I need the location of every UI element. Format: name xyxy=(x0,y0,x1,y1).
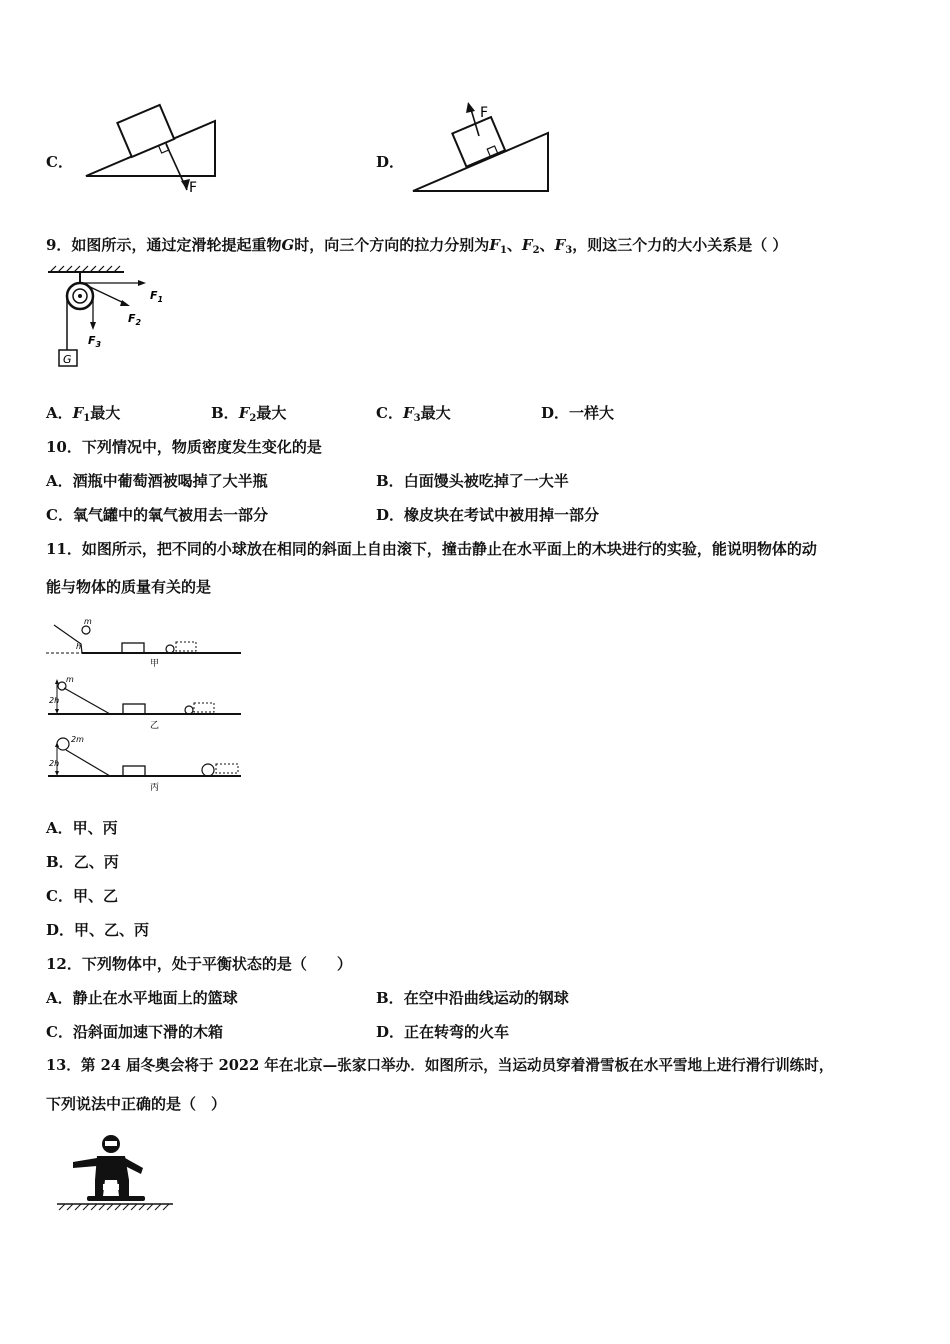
q8-option-c-figure xyxy=(80,105,230,200)
q9-option-c[interactable]: C．$F_3$最大 xyxy=(376,404,451,424)
q11-stem-line1: 11．如图所示，把不同的小球放在相同的斜面上自由滚下，撞击静止在水平面上的木块进行的实验，能说明物体的动 xyxy=(46,540,817,558)
svg-text:2h: 2h xyxy=(49,759,60,768)
svg-text:h: h xyxy=(76,642,82,651)
q12-option-c[interactable]: C．沿斜面加速下滑的木箱 xyxy=(46,1023,223,1041)
svg-text:m: m xyxy=(66,675,74,684)
q10-option-d[interactable]: D．橡皮块在考试中被用掉一部分 xyxy=(376,506,600,524)
q12-stem: 12．下列物体中，处于平衡状态的是（ ） xyxy=(46,955,352,973)
svg-text:F1: $F_1$ xyxy=(150,289,164,304)
q9-option-b[interactable]: B．$F_2$最大 xyxy=(211,404,287,424)
svg-text:m: m xyxy=(84,617,92,626)
q10-option-c[interactable]: C．氧气罐中的氧气被用去一部分 xyxy=(46,506,268,524)
svg-text:2h: 2h xyxy=(49,696,60,705)
svg-text:甲: 甲 xyxy=(150,659,160,669)
q11-experiment-figure xyxy=(46,616,246,796)
q13-snowboarder-figure xyxy=(55,1132,185,1214)
q11-option-c[interactable]: C．甲、乙 xyxy=(46,887,118,905)
q12-option-d[interactable]: D．正在转弯的火车 xyxy=(376,1023,510,1041)
q10-option-a[interactable]: A．酒瓶中葡萄酒被喝掉了大半瓶 xyxy=(46,472,268,490)
q10-stem: 10．下列情况中，物质密度发生变化的是 xyxy=(46,438,322,456)
q9-option-a[interactable]: A．$F_1$最大 xyxy=(46,404,121,424)
q11-option-d[interactable]: D．甲、乙、丙 xyxy=(46,921,150,939)
svg-text:F3: $F_3$ xyxy=(88,334,102,349)
q11-option-a[interactable]: A．甲、丙 xyxy=(46,819,118,837)
q12-option-b[interactable]: B．在空中沿曲线运动的钢球 xyxy=(376,989,569,1007)
q8-d-force-label: F xyxy=(480,105,489,121)
q10-option-b[interactable]: B．白面馒头被吃掉了一大半 xyxy=(376,472,569,490)
svg-text:F2: $F_2$ xyxy=(128,312,142,327)
svg-text:乙: 乙 xyxy=(150,721,160,731)
q9-option-d[interactable]: D．一样大 xyxy=(541,404,615,422)
svg-text:丙: 丙 xyxy=(150,783,160,793)
svg-text:2m: 2m xyxy=(71,735,84,744)
q11-option-b[interactable]: B．乙、丙 xyxy=(46,853,119,871)
q8-option-d-figure xyxy=(410,100,560,195)
q8-option-d-label: D． xyxy=(376,153,405,171)
q9-weight-label: G xyxy=(63,353,72,366)
q12-option-a[interactable]: A．静止在水平地面上的篮球 xyxy=(46,989,238,1007)
q8-option-c-label: C． xyxy=(46,153,73,171)
q8-c-force-label: F xyxy=(189,180,198,196)
q11-stem-line2: 能与物体的质量有关的是 xyxy=(46,578,212,596)
q13-stem-line2: 下列说法中正确的是（ ） xyxy=(46,1095,227,1113)
q13-stem-line1: 13．第 24 届冬奥会将于 2022 年在北京—张家口举办．如图所示，当运动员穿着滑雪板在水平雪地上进行滑行训练时， xyxy=(46,1057,834,1074)
q9-stem: 9．如图所示，通过定滑轮提起重物G时，向三个方向的拉力分别为$F_1$、$F_2$、$F_3$，则这三个力的大小关系是（ ） xyxy=(46,236,788,256)
q9-pulley-figure xyxy=(46,266,186,376)
